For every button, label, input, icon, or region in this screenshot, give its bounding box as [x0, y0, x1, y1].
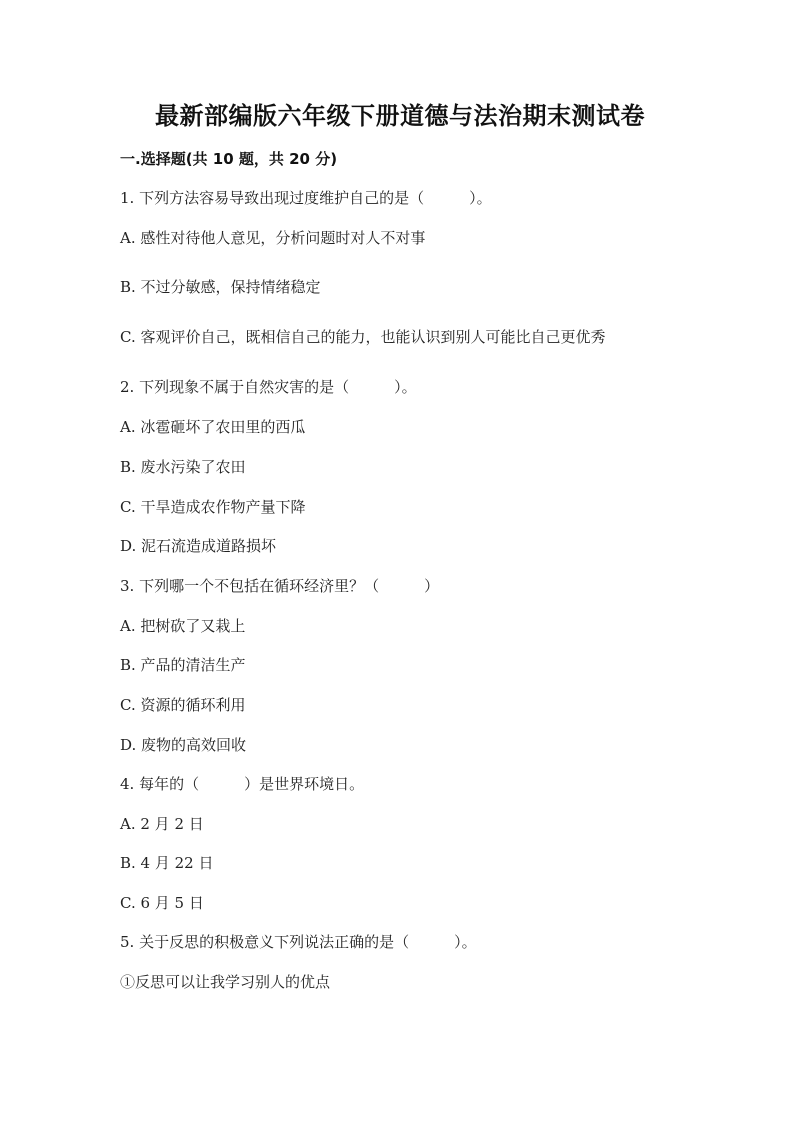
question-2-option-c: C. 干旱造成农作物产量下降 — [120, 498, 306, 516]
question-5-statement-1: ①反思可以让我学习别人的优点 — [120, 973, 331, 991]
question-2-option-a: A. 冰雹砸坏了农田里的西瓜 — [120, 418, 306, 436]
question-4: 4. 每年的（ ）是世界环境日。 — [120, 775, 365, 793]
question-5: 5. 关于反思的积极意义下列说法正确的是（ ）。 — [120, 933, 477, 951]
question-2-option-b: B. 废水污染了农田 — [120, 458, 246, 476]
question-3: 3. 下列哪一个不包括在循环经济里？（ ） — [120, 577, 440, 595]
question-3-option-c: C. 资源的循环利用 — [120, 696, 246, 714]
page-title: 最新部编版六年级下册道德与法治期末测试卷 — [155, 102, 645, 130]
question-3-option-d: D. 废物的高效回收 — [120, 736, 247, 754]
question-4-option-b: B. 4 月 22 日 — [120, 854, 214, 872]
question-2-option-d: D. 泥石流造成道路损坏 — [120, 537, 277, 555]
question-4-option-a: A. 2 月 2 日 — [120, 815, 204, 833]
question-1: 1. 下列方法容易导致出现过度维护自己的是（ ）。 — [120, 189, 492, 207]
question-3-option-b: B. 产品的清洁生产 — [120, 656, 246, 674]
question-1-option-b: B. 不过分敏感，保持情绪稳定 — [120, 278, 321, 296]
question-1-option-a: A. 感性对待他人意见，分析问题时对人不对事 — [120, 229, 426, 247]
question-4-option-c: C. 6 月 5 日 — [120, 894, 204, 912]
question-1-option-c: C. 客观评价自己，既相信自己的能力，也能认识到别人可能比自己更优秀 — [120, 328, 606, 346]
question-3-option-a: A. 把树砍了又栽上 — [120, 617, 246, 635]
question-2: 2. 下列现象不属于自然灾害的是（ ）。 — [120, 378, 417, 396]
section-heading: 一.选择题(共 10 题，共 20 分) — [120, 150, 338, 168]
